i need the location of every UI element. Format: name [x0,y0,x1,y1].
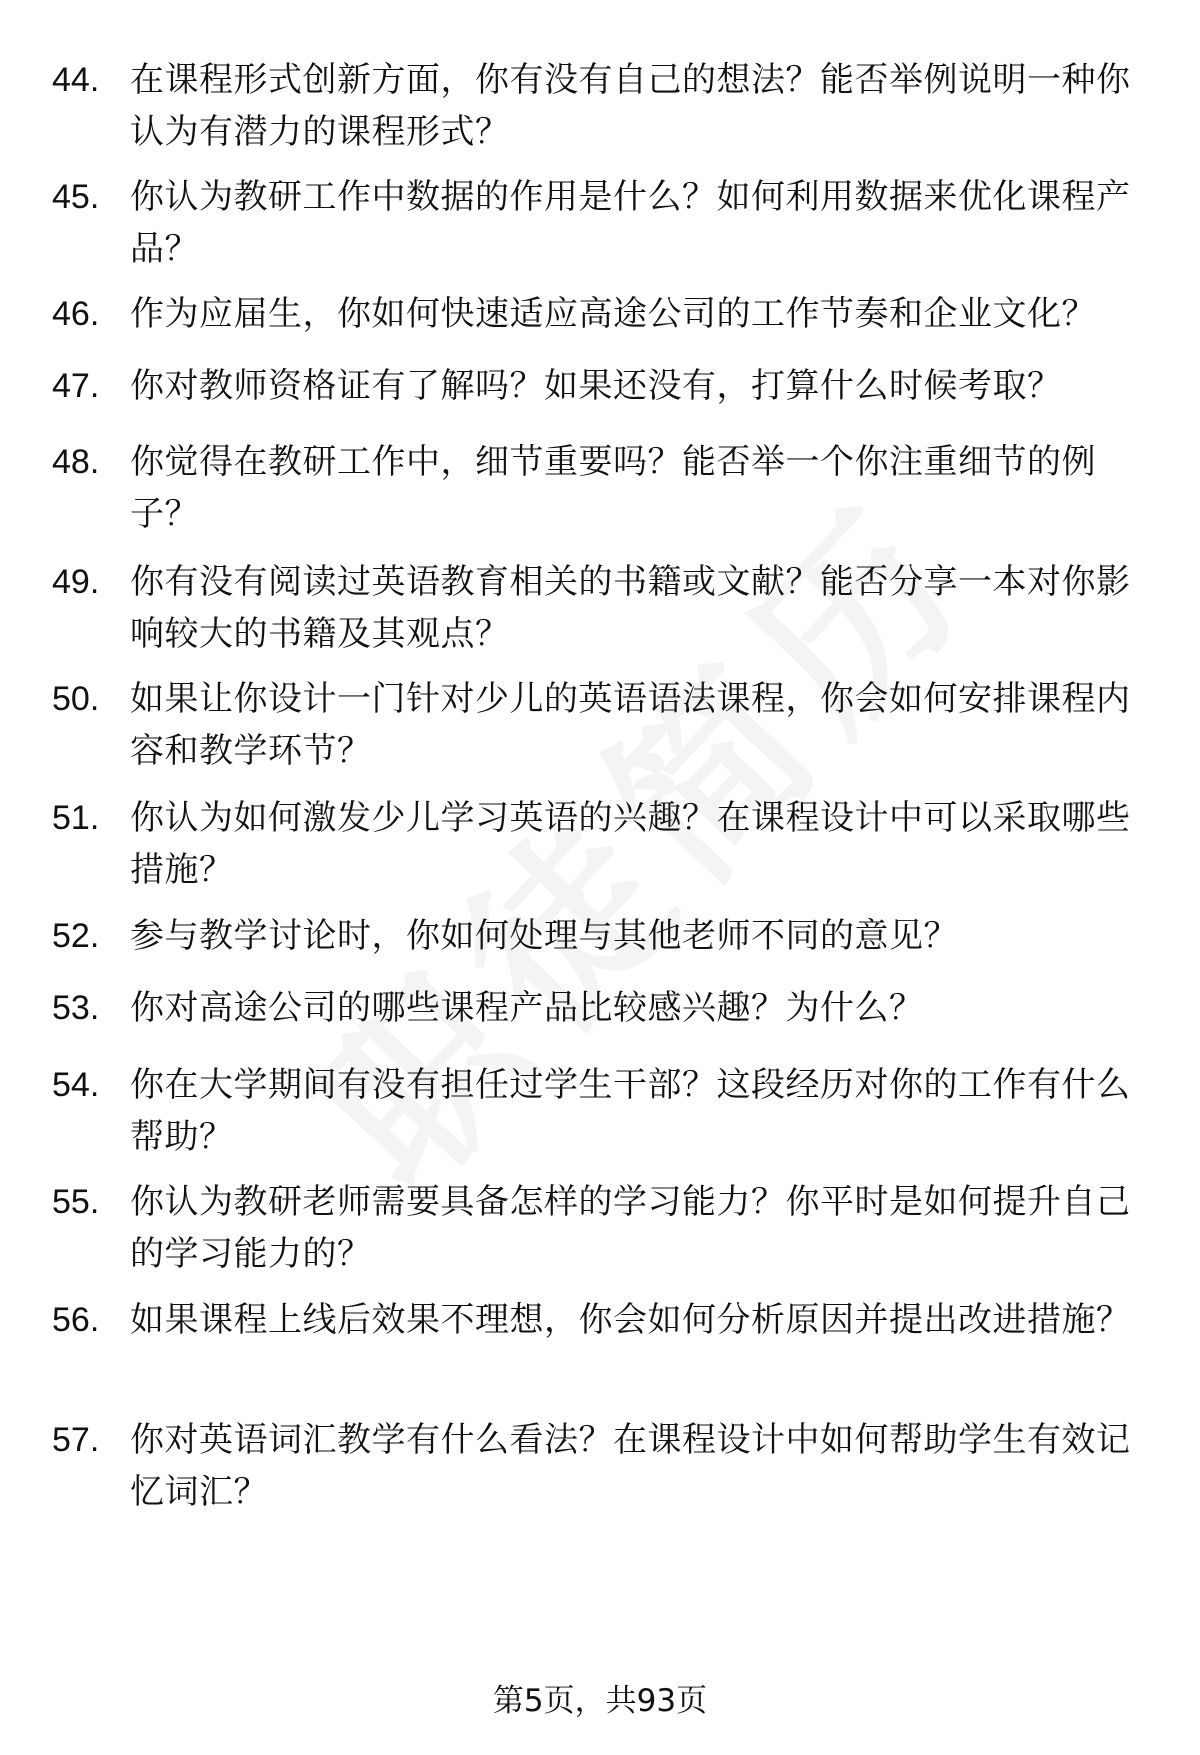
question-number: 48. [52,443,100,481]
question-item [52,1176,1152,1280]
question-item [52,910,1152,962]
question-text: 作为应届生，你如何快速适应高途公司的工作节奏和企业文化？ [130,294,1096,334]
question-number: 57. [52,1421,100,1459]
question-text: 你认为教研老师需要具备怎样的学习能力？你平时是如何提升自己的学习能力的？ [130,1182,1131,1274]
question-number: 54. [52,1066,100,1104]
question-number: 56. [52,1301,100,1339]
question-text: 你在大学期间有没有担任过学生干部？这段经历对你的工作有什么帮助？ [130,1065,1131,1157]
page-number: 第5页，共93页 [492,1683,708,1719]
question-text: 你认为教研工作中数据的作用是什么？如何利用数据来优化课程产品？ [130,177,1131,269]
question-number: 55. [52,1183,100,1221]
question-text: 你对高途公司的哪些课程产品比较感兴趣？为什么？ [130,988,924,1028]
question-text: 你认为如何激发少儿学习英语的兴趣？在课程设计中可以采取哪些措施？ [130,798,1131,890]
question-number: 44. [52,61,100,99]
question-item [52,982,1152,1034]
question-item [52,792,1152,896]
question-number: 46. [52,295,100,333]
question-number: 51. [52,799,100,837]
question-item [52,171,1152,275]
question-number: 45. [52,178,100,216]
question-item [52,360,1152,412]
question-number: 52. [52,917,100,955]
question-item [52,288,1152,340]
question-number: 47. [52,367,100,405]
question-item [52,1059,1152,1163]
question-item [52,1414,1152,1518]
question-number: 53. [52,989,100,1027]
question-item [52,436,1152,540]
question-text: 如果课程上线后效果不理想，你会如何分析原因并提出改进措施？ [130,1300,1131,1340]
question-item [52,1294,1152,1346]
question-text: 参与教学讨论时，你如何处理与其他老师不同的意见？ [130,916,958,956]
question-text: 你觉得在教研工作中，细节重要吗？能否举一个你注重细节的例子？ [130,442,1096,534]
question-text: 你有没有阅读过英语教育相关的书籍或文献？能否分享一本对你影响较大的书籍及其观点？ [130,562,1131,654]
question-text: 如果让你设计一门针对少儿的英语语法课程，你会如何安排课程内容和教学环节？ [130,679,1131,771]
question-item [52,673,1152,777]
question-item [52,556,1152,660]
question-number: 50. [52,680,100,718]
question-text: 你对教师资格证有了解吗？如果还没有，打算什么时候考取？ [130,366,1062,406]
question-text: 在课程形式创新方面，你有没有自己的想法？能否举例说明一种你认为有潜力的课程形式？ [130,60,1131,152]
question-item [52,54,1152,158]
question-text: 你对英语词汇教学有什么看法？在课程设计中如何帮助学生有效记忆词汇？ [130,1420,1131,1512]
question-number: 49. [52,563,100,601]
